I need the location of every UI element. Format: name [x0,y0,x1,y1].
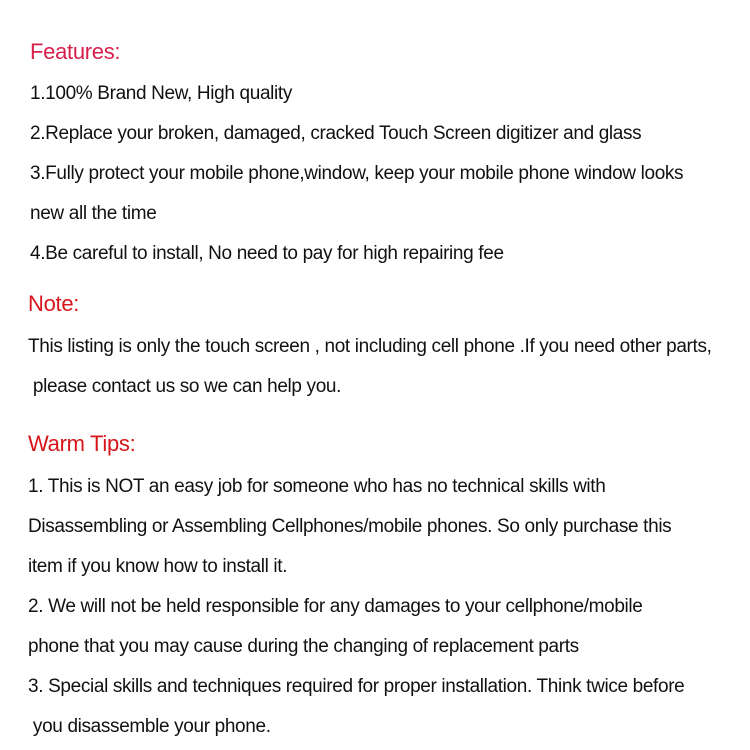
note-line: This listing is only the touch screen , not including cell phone .If you need other parts, [28,336,712,357]
tip-line: you disassemble your phone. [28,716,271,737]
tip-line: 3. Special skills and techniques required for proper installation. Think twice before [28,676,685,697]
feature-item: 4.Be careful to install, No need to pay for high repairing fee [30,243,504,264]
feature-item: new all the time [30,203,157,224]
feature-item: 1.100% Brand New, High quality [30,83,292,104]
warm-tips-heading: Warm Tips: [28,431,136,456]
tip-line: 2. We will not be held responsible for any damages to your cellphone/mobile [28,596,643,617]
tip-line: item if you know how to install it. [28,556,288,577]
feature-item: 2.Replace your broken, damaged, cracked Touch Screen digitizer and glass [30,123,642,144]
features-heading: Features: [30,39,121,64]
note-heading: Note: [28,291,80,316]
note-line: please contact us so we can help you. [28,376,342,397]
tip-line: phone that you may cause during the changing of replacement parts [28,636,579,657]
tip-line: 1. This is NOT an easy job for someone who has no technical skills with [28,476,606,497]
feature-item: 3.Fully protect your mobile phone,window, keep your mobile phone window looks [30,163,684,184]
tip-line: Disassembling or Assembling Cellphones/mobile phones. So only purchase this [28,516,672,537]
